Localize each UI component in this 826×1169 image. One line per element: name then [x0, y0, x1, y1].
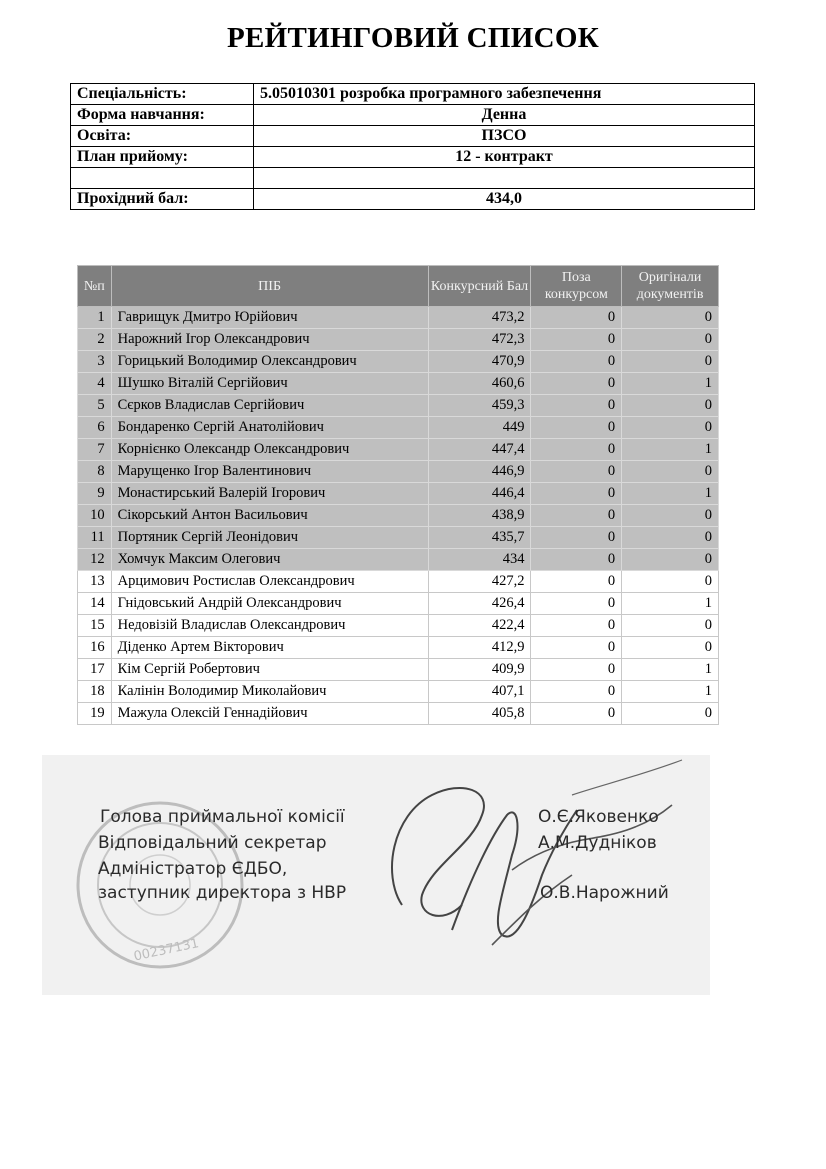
table-row: [78, 593, 719, 615]
original-documents: 0: [622, 527, 719, 549]
education-label: Освіта:: [71, 126, 254, 147]
info-row-form: [71, 105, 755, 126]
original-documents: 1: [622, 373, 719, 395]
out-of-competition: 0: [531, 505, 622, 527]
original-documents: 1: [622, 439, 719, 461]
competitive-score: 449: [428, 417, 531, 439]
applicant-name: Шушко Віталій Сергійович: [111, 373, 428, 395]
out-of-competition: 0: [531, 615, 622, 637]
table-row: [78, 417, 719, 439]
applicant-name: Портяник Сергій Леонідович: [111, 527, 428, 549]
competitive-score: 435,7: [428, 527, 531, 549]
applicant-name: Хомчук Максим Олегович: [111, 549, 428, 571]
info-row-empty: [71, 168, 755, 189]
competitive-score: 438,9: [428, 505, 531, 527]
table-row: [78, 439, 719, 461]
applicant-name: Сєрков Владислав Сергійович: [111, 395, 428, 417]
applicant-name: Нарожний Ігор Олександрович: [111, 329, 428, 351]
row-number: 2: [78, 329, 112, 351]
original-documents: 0: [622, 417, 719, 439]
table-row: [78, 483, 719, 505]
applicant-name: Корнієнко Олександр Олександрович: [111, 439, 428, 461]
row-number: 12: [78, 549, 112, 571]
rating-header-row: [78, 266, 719, 307]
page-title: РЕЙТИНГОВИЙ СПИСОК: [226, 22, 600, 54]
out-of-competition: 0: [531, 395, 622, 417]
table-row: [78, 527, 719, 549]
table-row: [78, 703, 719, 725]
row-number: 16: [78, 637, 112, 659]
row-number: 6: [78, 417, 112, 439]
out-of-competition: 0: [531, 571, 622, 593]
original-documents: 0: [622, 703, 719, 725]
handwritten-signature-icon: [342, 755, 702, 995]
table-row: [78, 329, 719, 351]
competitive-score: 460,6: [428, 373, 531, 395]
row-number: 18: [78, 681, 112, 703]
out-of-competition: 0: [531, 703, 622, 725]
applicant-name: Арцимович Ростислав Олександрович: [111, 571, 428, 593]
applicant-name: Кім Сергій Робертович: [111, 659, 428, 681]
competitive-score: 470,9: [428, 351, 531, 373]
secretary-role: Відповідальний секретар: [98, 833, 327, 853]
table-row: [78, 461, 719, 483]
competitive-score: 405,8: [428, 703, 531, 725]
out-of-competition: 0: [531, 439, 622, 461]
original-documents: 1: [622, 483, 719, 505]
competitive-score: 434: [428, 549, 531, 571]
table-row: [78, 615, 719, 637]
competitive-score: 446,9: [428, 461, 531, 483]
pass-score-label: Прохідний бал:: [71, 189, 254, 210]
pass-score-value: 434,0: [254, 189, 755, 210]
info-row-pass-score: [71, 189, 755, 210]
competitive-score: 472,3: [428, 329, 531, 351]
original-documents: 0: [622, 395, 719, 417]
out-of-competition: 0: [531, 637, 622, 659]
row-number: 5: [78, 395, 112, 417]
original-documents: 0: [622, 307, 719, 329]
table-row: [78, 549, 719, 571]
competitive-score: 407,1: [428, 681, 531, 703]
applicant-name: Бондаренко Сергій Анатолійович: [111, 417, 428, 439]
header-out-of-competition: Поза конкурсом: [531, 266, 622, 307]
competitive-score: 426,4: [428, 593, 531, 615]
out-of-competition: 0: [531, 593, 622, 615]
table-row: [78, 395, 719, 417]
out-of-competition: 0: [531, 549, 622, 571]
applicant-name: Мажула Олексій Геннадійович: [111, 703, 428, 725]
row-number: 13: [78, 571, 112, 593]
row-number: 3: [78, 351, 112, 373]
applicant-name: Горицький Володимир Олександрович: [111, 351, 428, 373]
competitive-score: 446,4: [428, 483, 531, 505]
out-of-competition: 0: [531, 461, 622, 483]
applicant-name: Діденко Артем Вікторович: [111, 637, 428, 659]
out-of-competition: 0: [531, 527, 622, 549]
out-of-competition: 0: [531, 373, 622, 395]
row-number: 19: [78, 703, 112, 725]
competitive-score: 459,3: [428, 395, 531, 417]
row-number: 7: [78, 439, 112, 461]
info-row-plan: [71, 147, 755, 168]
row-number: 8: [78, 461, 112, 483]
original-documents: 0: [622, 571, 719, 593]
competitive-score: 427,2: [428, 571, 531, 593]
original-documents: 0: [622, 351, 719, 373]
row-number: 9: [78, 483, 112, 505]
out-of-competition: 0: [531, 417, 622, 439]
header-full-name: ПІБ: [111, 266, 428, 307]
study-form-label: Форма навчання:: [71, 105, 254, 126]
education-value: ПЗСО: [254, 126, 755, 147]
study-form-value: Денна: [254, 105, 755, 126]
table-row: [78, 659, 719, 681]
table-row: [78, 681, 719, 703]
table-row: [78, 373, 719, 395]
row-number: 11: [78, 527, 112, 549]
out-of-competition: 0: [531, 307, 622, 329]
deputy-director-role: заступник директора з НВР: [98, 883, 347, 903]
original-documents: 1: [622, 593, 719, 615]
applicant-name: Сікорський Антон Васильович: [111, 505, 428, 527]
admission-plan-value: 12 - контракт: [254, 147, 755, 168]
applicant-name: Гнідовський Андрій Олександрович: [111, 593, 428, 615]
row-number: 10: [78, 505, 112, 527]
admission-info-table: [70, 83, 755, 210]
applicant-name: Марущенко Ігор Валентинович: [111, 461, 428, 483]
signature-block: [42, 755, 710, 995]
commission-head-role: Голова приймальної комісії: [100, 807, 345, 827]
original-documents: 0: [622, 329, 719, 351]
original-documents: 0: [622, 549, 719, 571]
row-number: 14: [78, 593, 112, 615]
original-documents: 0: [622, 637, 719, 659]
original-documents: 0: [622, 505, 719, 527]
table-row: [78, 637, 719, 659]
empty-cell: [71, 168, 254, 189]
out-of-competition: 0: [531, 659, 622, 681]
out-of-competition: 0: [531, 681, 622, 703]
deputy-director-name: О.В.Нарожний: [540, 883, 669, 903]
secretary-name: А.М.Дудніков: [538, 833, 657, 853]
header-number: №п: [78, 266, 112, 307]
row-number: 17: [78, 659, 112, 681]
info-row-specialty: [71, 84, 755, 105]
info-row-education: [71, 126, 755, 147]
row-number: 4: [78, 373, 112, 395]
edbo-admin-role: Адміністратор ЄДБО,: [98, 859, 288, 879]
competitive-score: 422,4: [428, 615, 531, 637]
original-documents: 0: [622, 461, 719, 483]
commission-head-name: О.Є.Яковенко: [538, 807, 659, 827]
competitive-score: 412,9: [428, 637, 531, 659]
admission-plan-label: План прийому:: [71, 147, 254, 168]
table-row: [78, 307, 719, 329]
rating-body: [78, 307, 719, 725]
row-number: 1: [78, 307, 112, 329]
original-documents: 0: [622, 615, 719, 637]
table-row: [78, 351, 719, 373]
applicant-name: Недовізій Владислав Олександрович: [111, 615, 428, 637]
table-row: [78, 571, 719, 593]
header-competitive-score: Конкурсний Бал: [428, 266, 531, 307]
out-of-competition: 0: [531, 483, 622, 505]
competitive-score: 473,2: [428, 307, 531, 329]
empty-cell: [254, 168, 755, 189]
specialty-value: 5.05010301 розробка програмного забезпечення: [254, 84, 755, 105]
original-documents: 1: [622, 681, 719, 703]
competitive-score: 409,9: [428, 659, 531, 681]
competitive-score: 447,4: [428, 439, 531, 461]
header-original-documents: Оригінали документів: [622, 266, 719, 307]
applicant-name: Гаврищук Дмитро Юрійович: [111, 307, 428, 329]
original-documents: 1: [622, 659, 719, 681]
table-row: [78, 505, 719, 527]
out-of-competition: 0: [531, 329, 622, 351]
applicant-name: Монастирський Валерій Ігорович: [111, 483, 428, 505]
specialty-label: Спеціальність:: [71, 84, 254, 105]
row-number: 15: [78, 615, 112, 637]
rating-table: [77, 265, 719, 725]
stamp-number: 00237131: [132, 936, 201, 965]
out-of-competition: 0: [531, 351, 622, 373]
applicant-name: Калінін Володимир Миколайович: [111, 681, 428, 703]
